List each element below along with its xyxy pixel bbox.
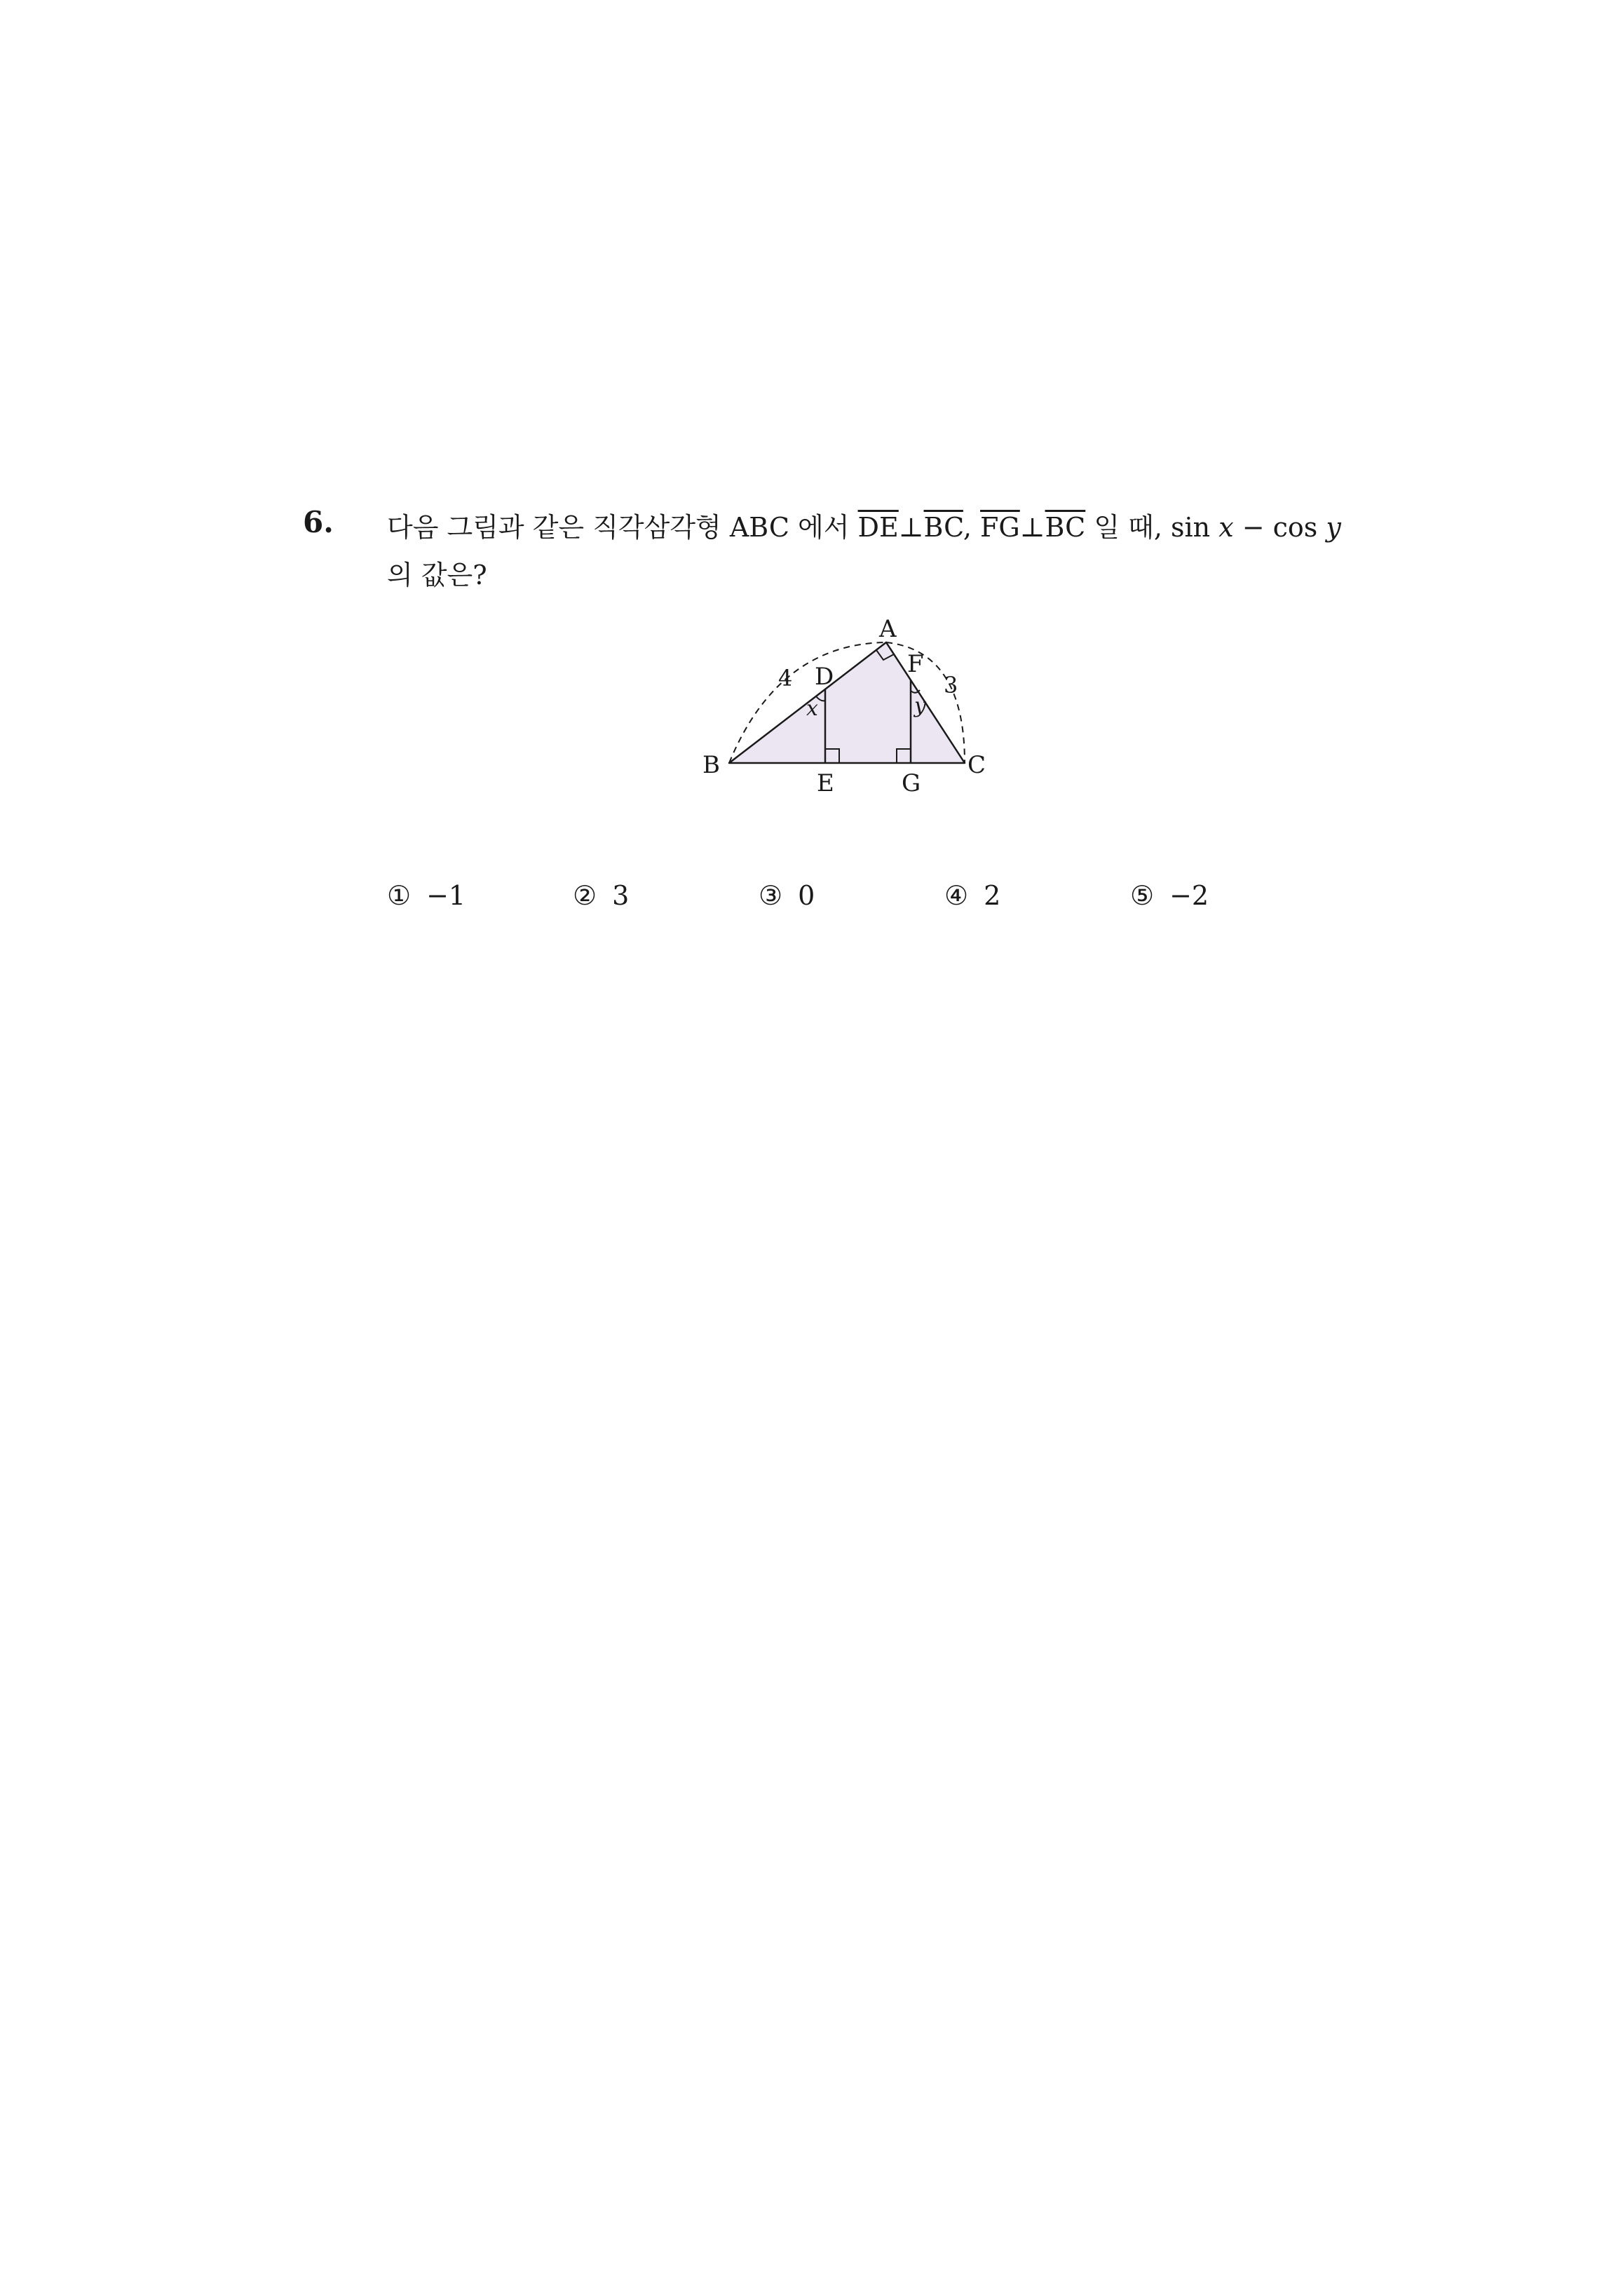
label-d: D [815,663,834,691]
segment-de: $\overline{DE}$ [857,512,899,543]
choice-value: 0 [798,880,815,911]
comma: , [963,512,981,543]
label-side-ac: 3 [944,672,958,698]
triangle-abc [729,642,965,763]
minus-cos: − cos [1233,512,1326,543]
choice-3[interactable] [759,880,815,911]
question-lead: 다음 그림과 같은 직각삼각형 ABC 에서 [387,512,858,543]
perp-symbol: ⊥ [898,512,924,543]
label-b: B [702,751,720,779]
label-a: A [879,615,897,643]
question-tail: 일 때, sin [1085,512,1219,543]
question-text [387,504,1369,599]
choice-mark: ③ [759,880,783,911]
choice-5[interactable] [1130,880,1209,911]
label-c: C [967,751,986,779]
choice-2[interactable] [573,880,629,911]
segment-bc: $\overline{BC}$ [1045,512,1086,543]
segment-fg: $\overline{FG}$ [980,512,1020,543]
choice-value: −2 [1169,880,1209,911]
label-e: E [817,769,834,797]
label-side-ab: 4 [778,665,793,691]
choice-mark: ① [387,880,412,911]
triangle-figure [694,610,1017,799]
choice-mark: ② [573,880,597,911]
variable-x: x [1218,512,1234,543]
choice-value: 2 [984,880,1001,911]
answer-choices [387,880,1369,922]
label-f: F [907,650,924,678]
choice-value: 3 [612,880,630,911]
label-g: G [902,769,921,797]
choice-4[interactable] [944,880,1000,911]
perp-symbol: ⊥ [1019,512,1045,543]
variable-y: y [1326,512,1341,543]
problem-number: 6. [303,505,334,539]
choice-value: −1 [426,880,466,911]
choice-mark: ④ [944,880,969,911]
segment-bc: $\overline{BC}$ [923,512,963,543]
choice-mark: ⑤ [1130,880,1155,911]
label-angle-y: y [914,694,926,718]
question-line-1 [387,504,1369,551]
choice-1[interactable] [387,880,466,911]
question-line-2: 의 값은? [387,560,487,590]
label-angle-x: x [806,696,818,721]
